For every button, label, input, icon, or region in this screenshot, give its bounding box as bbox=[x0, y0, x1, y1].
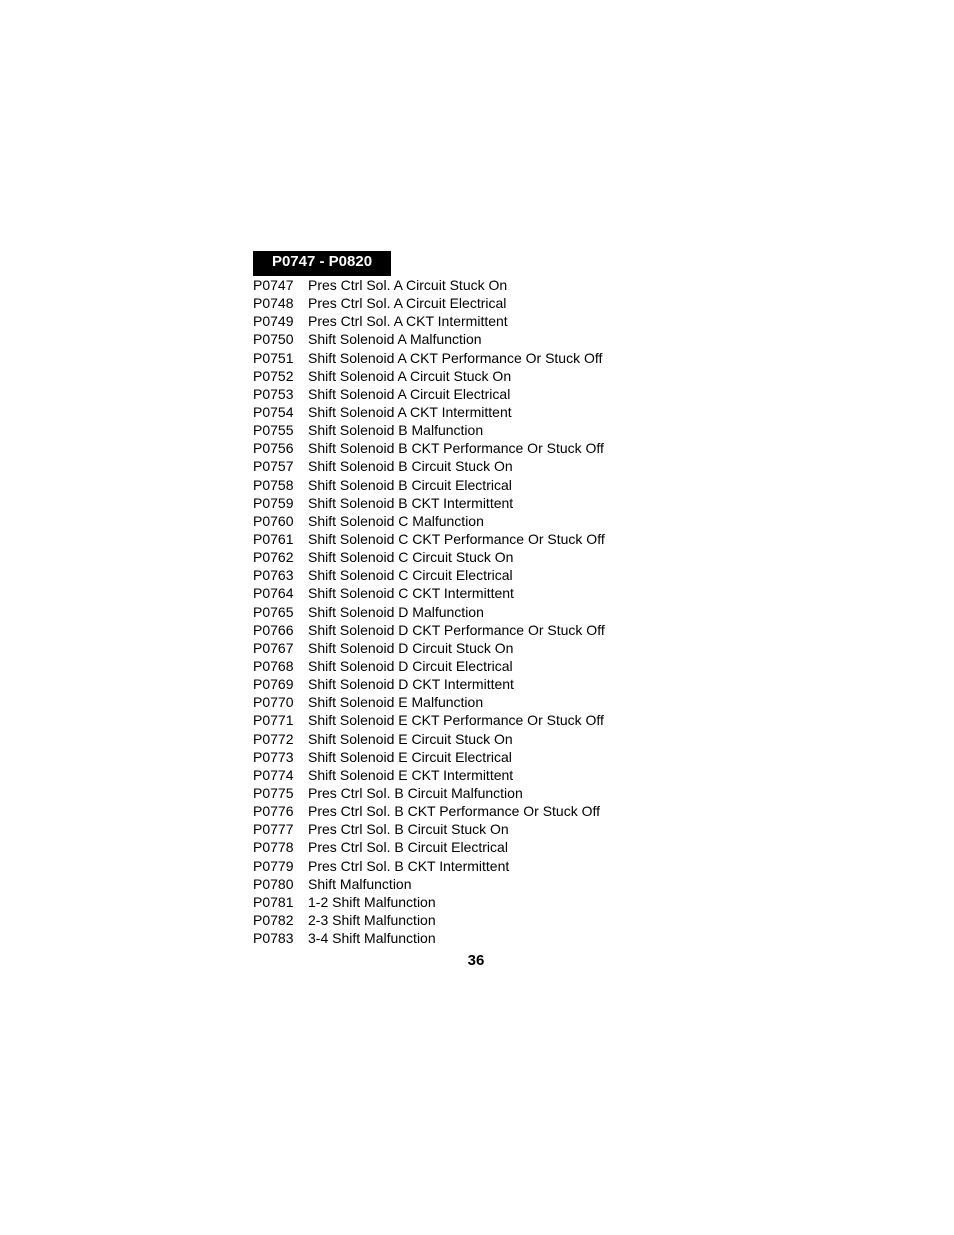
code-id: P0756 bbox=[253, 440, 294, 457]
code-row bbox=[253, 784, 605, 802]
code-description: Shift Solenoid A CKT Performance Or Stuck Off bbox=[308, 349, 603, 366]
code-id: P0769 bbox=[253, 676, 294, 693]
code-description: Shift Solenoid C Circuit Stuck On bbox=[308, 549, 514, 566]
code-description: Shift Solenoid D Malfunction bbox=[308, 603, 484, 620]
code-row bbox=[253, 748, 605, 766]
code-description: Shift Solenoid A CKT Intermittent bbox=[308, 403, 512, 420]
code-range-header: P0747 - P0820 bbox=[253, 251, 391, 276]
code-id: P0772 bbox=[253, 730, 294, 747]
code-row bbox=[253, 911, 605, 929]
code-description: Shift Malfunction bbox=[308, 875, 412, 892]
code-row bbox=[253, 548, 605, 566]
code-row bbox=[253, 802, 605, 820]
code-id: P0764 bbox=[253, 585, 294, 602]
page-number: 36 bbox=[467, 952, 485, 969]
code-id: P0780 bbox=[253, 875, 294, 892]
code-row bbox=[253, 584, 605, 602]
code-description: Pres Ctrl Sol. B CKT Performance Or Stuck Off bbox=[308, 803, 601, 820]
code-description: Shift Solenoid C Malfunction bbox=[308, 512, 484, 529]
code-id: P0760 bbox=[253, 512, 294, 529]
code-id: P0771 bbox=[253, 712, 294, 729]
code-id: P0776 bbox=[253, 803, 294, 820]
code-row bbox=[253, 439, 605, 457]
code-description: Shift Solenoid A Circuit Electrical bbox=[308, 385, 511, 402]
code-description: 3-4 Shift Malfunction bbox=[308, 930, 436, 947]
code-description: Shift Solenoid D Circuit Stuck On bbox=[308, 639, 514, 656]
code-description: Shift Solenoid B Circuit Electrical bbox=[308, 476, 512, 493]
code-id: P0779 bbox=[253, 857, 294, 874]
code-id: P0762 bbox=[253, 549, 294, 566]
code-description: Shift Solenoid B Malfunction bbox=[308, 422, 484, 439]
code-id: P0767 bbox=[253, 639, 294, 656]
code-description: Shift Solenoid B CKT Performance Or Stuck Off bbox=[308, 440, 604, 457]
code-description: Shift Solenoid D CKT Intermittent bbox=[308, 676, 514, 693]
code-description: Shift Solenoid E Circuit Electrical bbox=[308, 748, 512, 765]
code-row bbox=[253, 530, 605, 548]
code-id: P0747 bbox=[253, 277, 294, 293]
code-id: P0754 bbox=[253, 403, 294, 420]
code-id: P0765 bbox=[253, 603, 294, 620]
code-id: P0770 bbox=[253, 694, 294, 711]
code-description: Shift Solenoid B Circuit Stuck On bbox=[308, 458, 513, 475]
code-row bbox=[253, 693, 605, 711]
code-row bbox=[253, 603, 605, 621]
code-row bbox=[253, 566, 605, 584]
code-id: P0749 bbox=[253, 313, 294, 330]
code-row bbox=[253, 457, 605, 475]
code-row bbox=[253, 385, 605, 403]
code-description: Pres Ctrl Sol. A Circuit Electrical bbox=[308, 295, 507, 312]
code-row bbox=[253, 367, 605, 385]
code-description: Shift Solenoid E CKT Performance Or Stuck Off bbox=[308, 712, 604, 729]
code-id: P0761 bbox=[253, 530, 294, 547]
code-description: Shift Solenoid C CKT Intermittent bbox=[308, 585, 514, 602]
code-id: P0766 bbox=[253, 621, 294, 638]
trouble-code-list bbox=[253, 276, 605, 947]
code-description: Shift Solenoid D Circuit Electrical bbox=[308, 657, 513, 674]
code-id: P0763 bbox=[253, 567, 294, 584]
code-id: P0775 bbox=[253, 784, 294, 801]
code-description: Shift Solenoid B CKT Intermittent bbox=[308, 494, 514, 511]
code-row bbox=[253, 512, 605, 530]
code-row bbox=[253, 675, 605, 693]
code-id: P0748 bbox=[253, 295, 294, 312]
code-row bbox=[253, 421, 605, 439]
code-id: P0783 bbox=[253, 930, 294, 947]
code-id: P0750 bbox=[253, 331, 294, 348]
code-description: Shift Solenoid E CKT Intermittent bbox=[308, 766, 514, 783]
code-description: Shift Solenoid C Circuit Electrical bbox=[308, 567, 513, 584]
code-id: P0781 bbox=[253, 893, 294, 910]
code-row bbox=[253, 476, 605, 494]
code-row bbox=[253, 330, 605, 348]
code-description: Pres Ctrl Sol. A Circuit Stuck On bbox=[308, 277, 508, 293]
code-row bbox=[253, 857, 605, 875]
code-description: Shift Solenoid A Malfunction bbox=[308, 331, 482, 348]
code-description: Pres Ctrl Sol. B Circuit Stuck On bbox=[308, 821, 509, 838]
code-description: Shift Solenoid D CKT Performance Or Stuck Off bbox=[308, 621, 605, 638]
code-description: Shift Solenoid E Malfunction bbox=[308, 694, 484, 711]
code-description: Pres Ctrl Sol. B Circuit Malfunction bbox=[308, 784, 523, 801]
code-description: Shift Solenoid C CKT Performance Or Stuck Off bbox=[308, 530, 605, 547]
code-row bbox=[253, 639, 605, 657]
code-description: 2-3 Shift Malfunction bbox=[308, 911, 436, 928]
code-row bbox=[253, 349, 605, 367]
code-row bbox=[253, 276, 605, 294]
code-row bbox=[253, 929, 605, 947]
code-id: P0773 bbox=[253, 748, 294, 765]
code-row bbox=[253, 711, 605, 729]
code-row bbox=[253, 875, 605, 893]
code-id: P0774 bbox=[253, 766, 294, 783]
code-description: Pres Ctrl Sol. B Circuit Electrical bbox=[308, 839, 508, 856]
code-id: P0751 bbox=[253, 349, 294, 366]
code-id: P0777 bbox=[253, 821, 294, 838]
code-description: Shift Solenoid A Circuit Stuck On bbox=[308, 367, 512, 384]
code-description: Pres Ctrl Sol. A CKT Intermittent bbox=[308, 313, 508, 330]
code-row bbox=[253, 494, 605, 512]
code-id: P0752 bbox=[253, 367, 294, 384]
code-id: P0753 bbox=[253, 385, 294, 402]
code-row bbox=[253, 621, 605, 639]
code-row bbox=[253, 403, 605, 421]
code-row bbox=[253, 294, 605, 312]
code-id: P0758 bbox=[253, 476, 294, 493]
code-id: P0759 bbox=[253, 494, 294, 511]
code-row bbox=[253, 820, 605, 838]
code-id: P0778 bbox=[253, 839, 294, 856]
code-description: 1-2 Shift Malfunction bbox=[308, 893, 436, 910]
code-row bbox=[253, 657, 605, 675]
code-description: Pres Ctrl Sol. B CKT Intermittent bbox=[308, 857, 510, 874]
code-row bbox=[253, 893, 605, 911]
code-description: Shift Solenoid E Circuit Stuck On bbox=[308, 730, 513, 747]
code-id: P0782 bbox=[253, 911, 294, 928]
code-row bbox=[253, 766, 605, 784]
code-row bbox=[253, 730, 605, 748]
code-row bbox=[253, 312, 605, 330]
code-id: P0768 bbox=[253, 657, 294, 674]
code-id: P0757 bbox=[253, 458, 294, 475]
code-row bbox=[253, 838, 605, 856]
code-id: P0755 bbox=[253, 422, 294, 439]
